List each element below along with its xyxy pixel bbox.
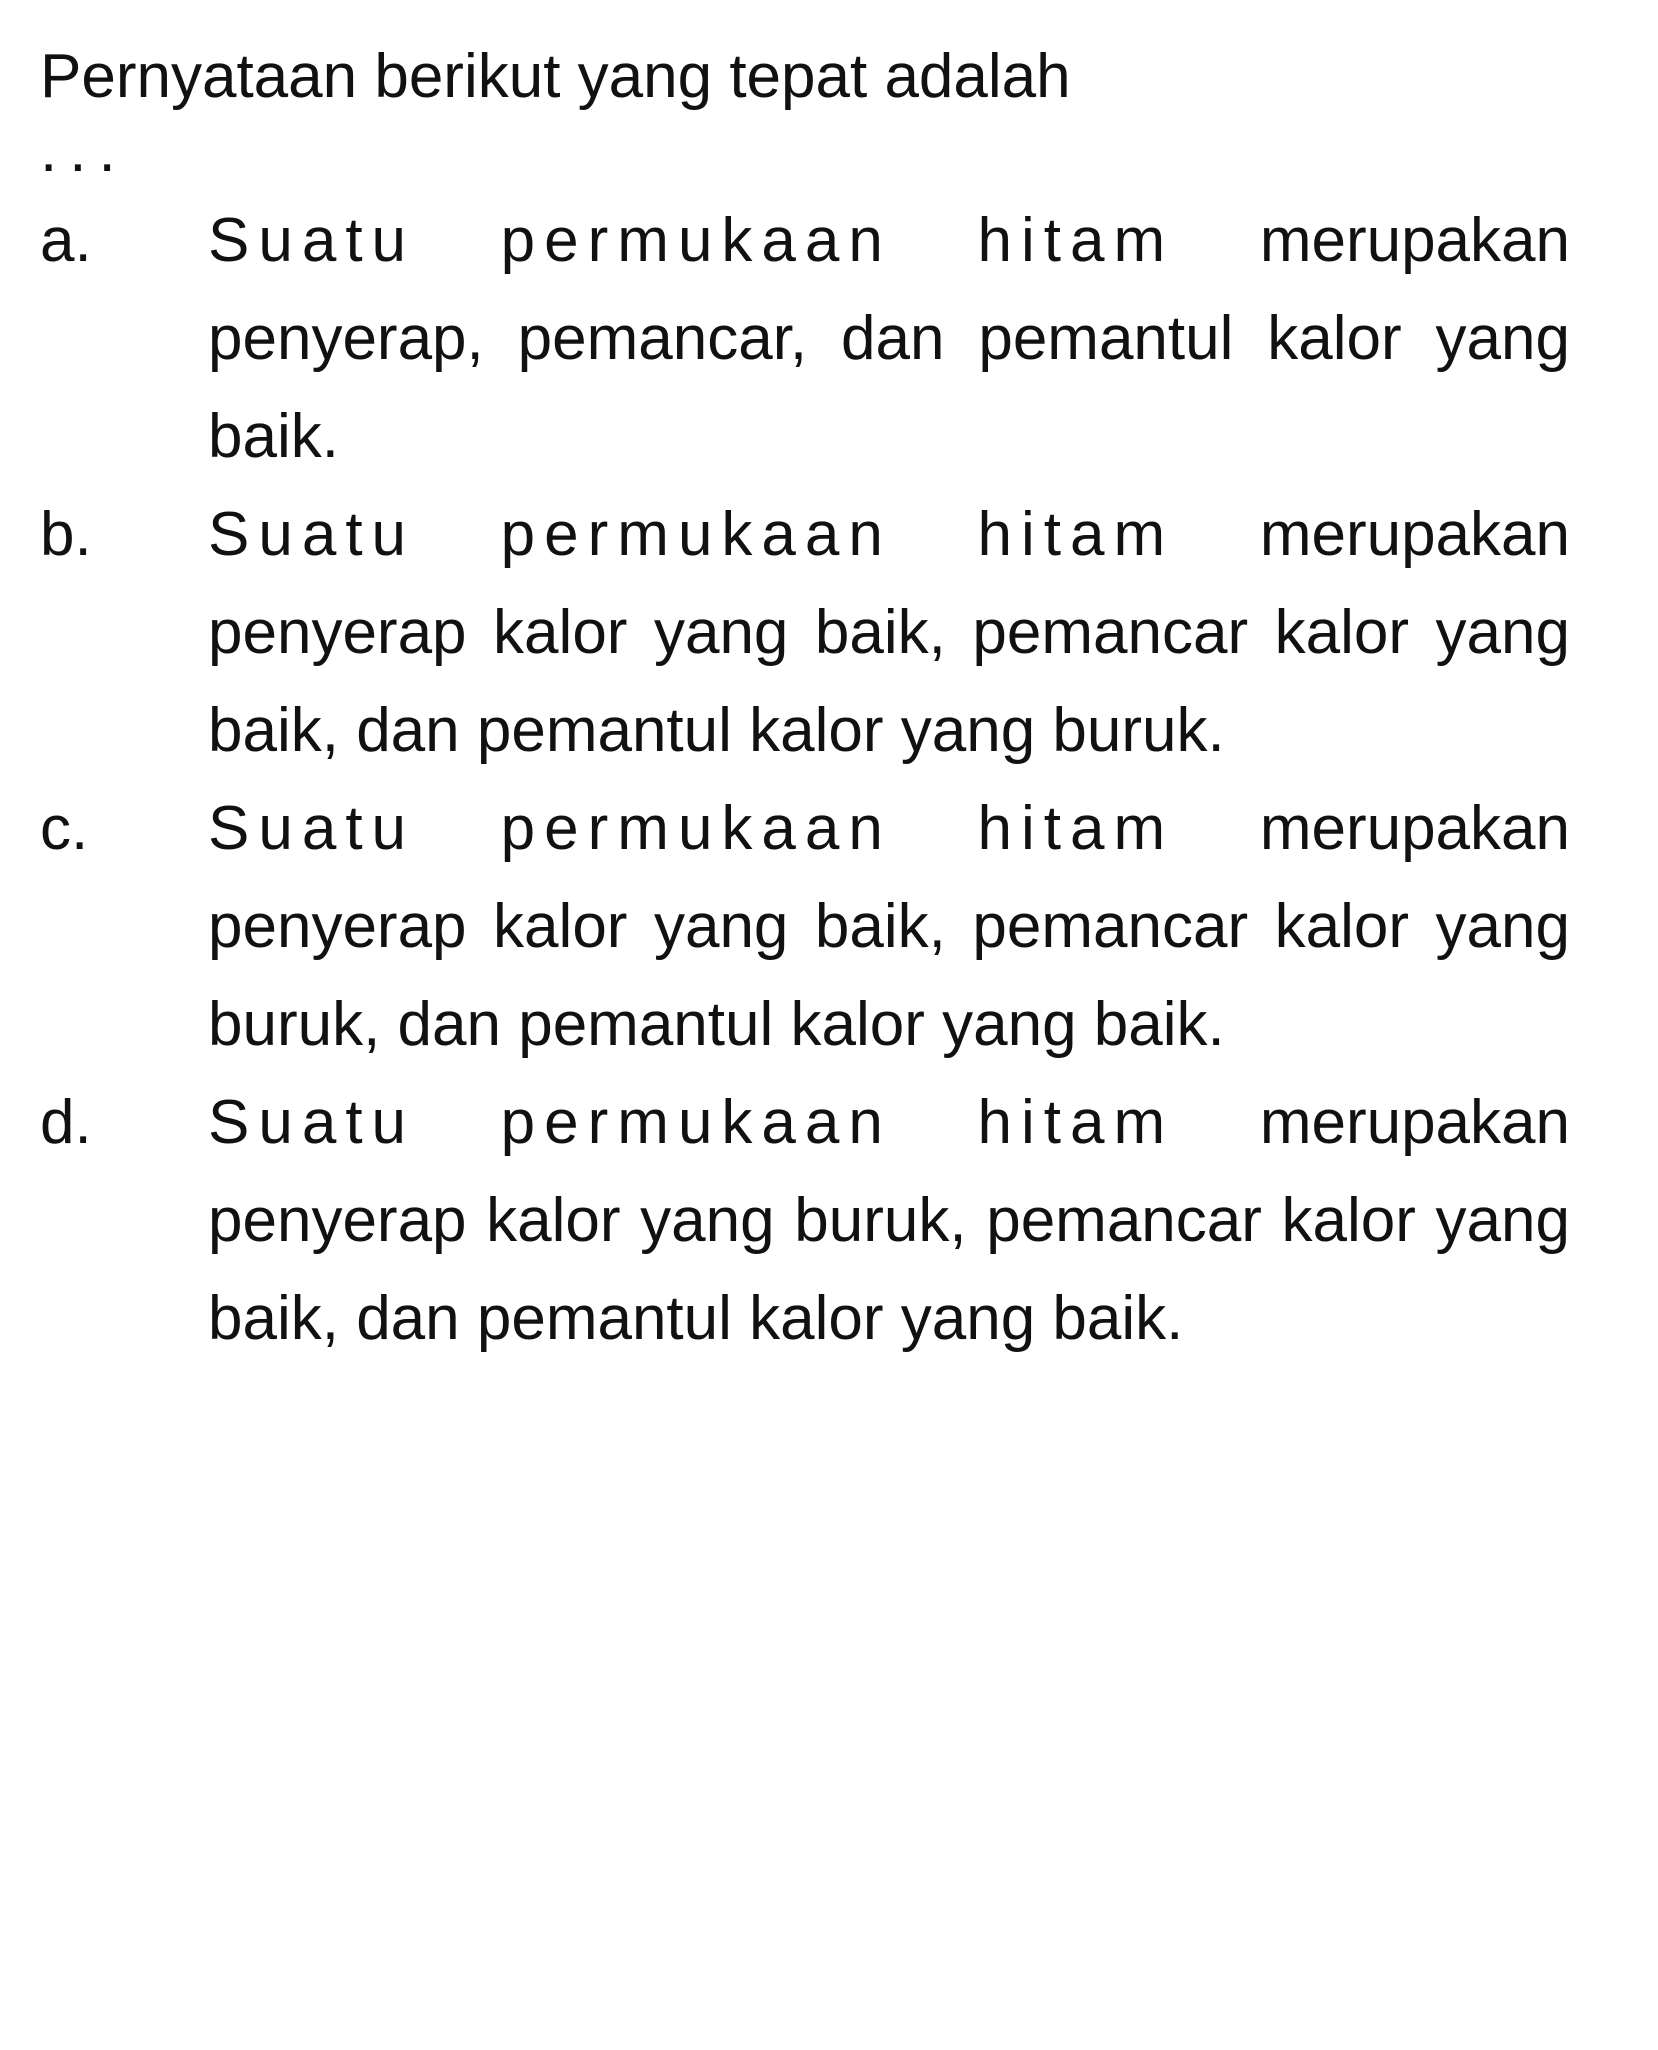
option-text — [208, 1074, 1570, 1368]
option-text — [208, 192, 1570, 486]
option-b[interactable] — [40, 486, 1570, 780]
option-rest: merupakan penyerap kalor yang baik, pemancar kalor yang buruk, dan pemantul kalor yang baik. — [208, 794, 1570, 1059]
option-first-line: Suatu permukaan hitam — [208, 500, 1260, 569]
question-ellipsis: ... — [40, 116, 128, 185]
option-a[interactable] — [40, 192, 1570, 486]
option-letter: b. — [40, 500, 92, 569]
option-letter: d. — [40, 1088, 92, 1157]
option-letter: a. — [40, 206, 92, 275]
option-text — [208, 486, 1570, 780]
option-letter: c. — [40, 794, 89, 863]
option-rest: merupakan penyerap, pemancar, dan pemantul kalor yang baik. — [208, 206, 1570, 471]
answer-options — [40, 192, 1570, 1368]
question-block — [40, 30, 1570, 1368]
option-first-line: Suatu permukaan hitam — [208, 206, 1260, 275]
question-stem-text: Pernyataan berikut yang tepat adalah — [40, 42, 1071, 111]
option-first-line: Suatu permukaan hitam — [208, 1088, 1260, 1157]
option-d[interactable] — [40, 1074, 1570, 1368]
option-first-line: Suatu permukaan hitam — [208, 794, 1260, 863]
option-rest: merupakan penyerap kalor yang baik, pemancar kalor yang baik, dan pemantul kalor yang buruk. — [208, 500, 1570, 765]
option-c[interactable] — [40, 780, 1570, 1074]
option-rest: merupakan penyerap kalor yang buruk, pemancar kalor yang baik, dan pemantul kalor yang baik. — [208, 1088, 1570, 1353]
question-stem — [40, 30, 1570, 186]
option-text — [208, 780, 1570, 1074]
